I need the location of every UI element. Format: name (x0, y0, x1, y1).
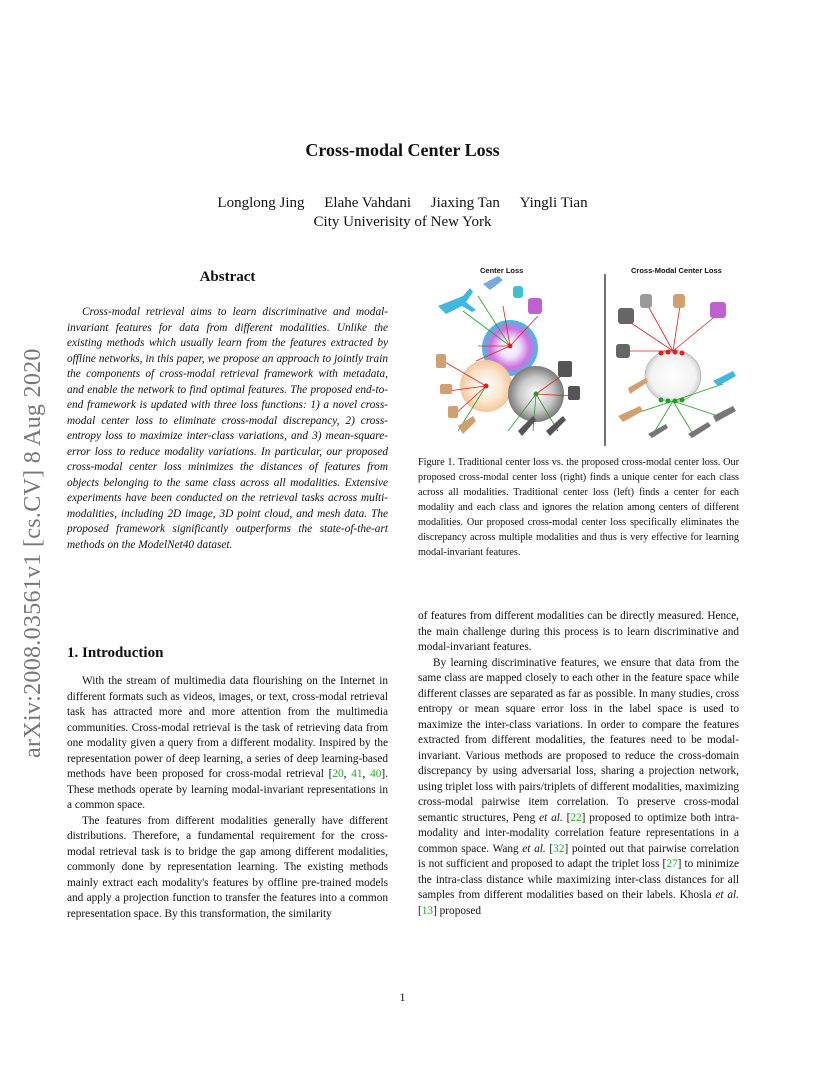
author-name: Longlong Jing (217, 195, 305, 211)
figure-illustration (418, 266, 740, 448)
citation-link[interactable]: 22 (570, 811, 582, 824)
author-name: Elahe Vahdani (324, 195, 412, 211)
citation-link[interactable]: 40 (370, 768, 382, 780)
right-column-body (418, 609, 739, 919)
author-list (0, 195, 805, 212)
author-name: Jiaxing Tan (430, 195, 500, 211)
figure-label-cross-modal-center-loss: Cross-Modal Center Loss (631, 266, 722, 275)
affiliation: City Univerisity of New York (313, 214, 492, 230)
paper-title: Cross-modal Center Loss (305, 140, 500, 160)
figure-1 (418, 266, 740, 448)
citation-link[interactable]: 41 (351, 768, 363, 780)
continued-paragraph: of features from different modalities can be directly measured. Hence, the main challenge during this process is to learn discriminative and modal-invariant features. (418, 610, 739, 653)
figure-label-center-loss: Center Loss (480, 266, 524, 275)
citation-link[interactable]: 27 (666, 858, 678, 870)
citation-link[interactable]: 32 (553, 842, 565, 855)
body-paragraph: By learning discriminative features, we ensure that data from the same class are mapped closely to each other in the feature space while different classes are separated as far as possible. In many studies, cross entropy or mean square error loss in the label space is used to maximize the inter-class variations. In order to compare the features extracted from different modalities, the features need to be modal-invariant. Various methods are proposed to reduce the cross-domain discrepancy by using adversarial loss, sharing a projection network, using triplet loss with pairs/triplets of different modalities, maximizing cross-modal pairwise item correlation. To preserve cross-modal semantic structures, Peng et al. [22] proposed to optimize both intra-modality and inter-modality correlation feature representations in a common space. Wang et al. [32] pointed out that pairwise correlation is not sufficient and proposed to adapt the triplet loss [27] to minimize the intra-class distance while maximizing inter-class distances for all samples from different modalities based on their labels. Khosla et al. [13] proposed (418, 656, 739, 917)
author-name: Yingli Tian (519, 195, 588, 211)
intro-paragraph: The features from different modalities generally have different distributions. Therefore, a fundamental requirement for the cross-modal retrieval task is to bridge the gap among different modalities, commonly done by representation learning. The existing methods mainly extract each modality's features by offline pre-trained models and apply a projection function to transfer the features into a common representation space. By this transformation, the similarity (67, 814, 388, 920)
citation-link[interactable]: 20 (332, 768, 344, 780)
introduction-heading: 1. Introduction (67, 645, 164, 661)
introduction-body (67, 674, 388, 922)
citation-link[interactable]: 13 (421, 904, 434, 917)
intro-paragraph: With the stream of multimedia data flourishing on the Internet in different formats such as videos, images, or text, cross-modal retrieval task has attracted more and more attention from the multimedia communities. Cross-modal retrieval is the task of retrieving data from one modality given a query from a different modality. Inspired by the representation power of deep learning, a series of deep learning-based methods have been proposed for cross-modal retrieval [20, 41, 40]. These methods operate by learning modal-invariant representations in a common space. (67, 675, 388, 811)
arxiv-identifier: arXiv:2008.03561v1 [cs.CV] 8 Aug 2020 (20, 348, 46, 758)
page-number: 1 (399, 990, 406, 1004)
abstract-heading: Abstract (199, 269, 256, 285)
figure-caption: Figure 1. Traditional center loss vs. the proposed cross-modal center loss. Our proposed cross-modal center loss (right) finds a unique center for each class across all modalities. Traditional center loss (left) finds a center for each modality and each class and ignores the relation among centers of different modalities. Our proposed cross-modal center loss specifically eliminates the discrepancy across multiple modalities and thus is very effective for learning modal-invariant features. (418, 457, 739, 558)
abstract-text: Cross-modal retrieval aims to learn discriminative and modal-invariant features for data from different modalities. Unlike the existing methods which usually learn from the features extracted by offline networks, in this paper, we propose an approach to jointly train the components of cross-modal retrieval framework with metadata, and enable the network to find optimal features. The proposed end-to-end framework is updated with three loss functions: 1) a novel cross-modal center loss to eliminate cross-modal discrepancy, 2) cross-entropy loss to maximize inter-class variations, and 3) mean-square-error loss to reduce modality variations. In particular, our proposed cross-modal center loss minimizes the distances of features from objects belonging to the same class across all modalities. Extensive experiments have been conducted on the retrieval tasks across multi-modalities, including 2D image, 3D point cloud, and mesh data. The proposed framework significantly outperforms the state-of-the-art methods on the ModelNet40 dataset. (67, 306, 388, 551)
